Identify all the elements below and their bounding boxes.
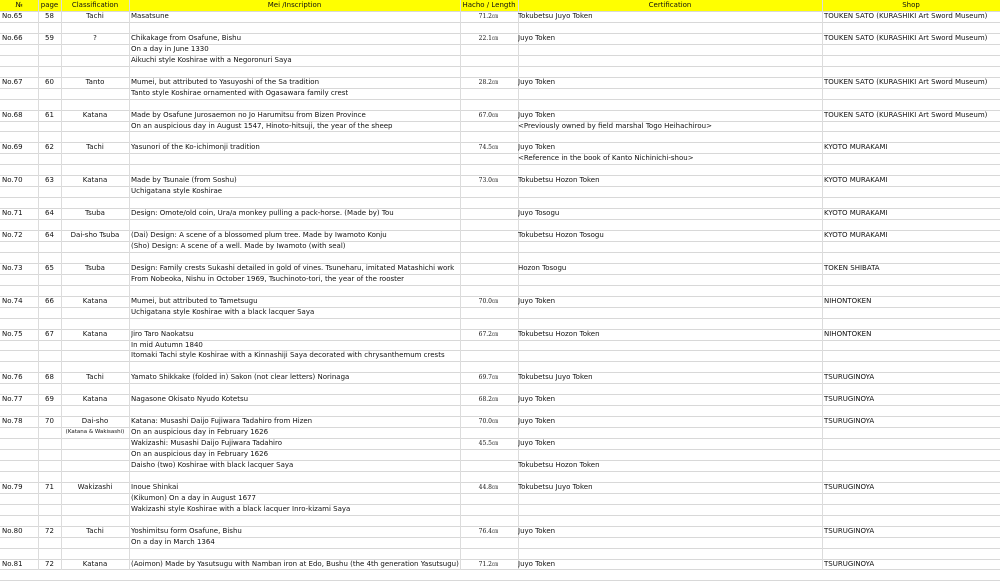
cell-classification[interactable]: Katana xyxy=(82,395,108,404)
row-gridline xyxy=(0,22,1000,23)
cell-mei[interactable]: On a day in June 1330 xyxy=(131,44,209,53)
cell-shop[interactable]: TOKEN SHIBATA xyxy=(824,263,880,272)
cell-mei[interactable]: Tanto style Koshirae ornamented with Ogasawara family crest xyxy=(131,88,349,97)
cell-classification[interactable]: Tsuba xyxy=(85,263,105,272)
cell-no[interactable]: No.71 xyxy=(2,209,23,218)
cell-shop[interactable]: TSURUGINOYA xyxy=(824,482,875,491)
header-no[interactable]: № xyxy=(15,1,23,9)
row-gridline xyxy=(0,515,1000,516)
header-certification[interactable]: Certification xyxy=(648,1,692,9)
cell-certification[interactable]: Juyo Token xyxy=(518,33,556,42)
cell-page[interactable]: 68 xyxy=(45,373,54,382)
row-gridline xyxy=(0,66,1000,67)
row-gridline xyxy=(0,548,1000,549)
cell-length[interactable]: 45.5㎝ xyxy=(478,440,498,447)
cell-certification[interactable]: Juyo Tosogu xyxy=(518,209,560,218)
cell-length[interactable]: 68.2㎝ xyxy=(478,396,498,404)
cell-length[interactable]: 73.0㎝ xyxy=(478,177,498,185)
cell-no[interactable]: No.76 xyxy=(2,373,23,382)
cell-length[interactable]: 67.0㎝ xyxy=(478,111,498,119)
cell-mei[interactable]: Masatsune xyxy=(131,12,169,20)
cell-length[interactable]: 69.7㎝ xyxy=(478,374,498,382)
cell-certification[interactable]: Tokubetsu Hozon Token xyxy=(518,176,600,185)
cell-mei[interactable]: Made by Osafune Jurosaemon no Jo Harumitsu from Bizen Province xyxy=(131,110,366,119)
cell-no[interactable]: No.68 xyxy=(2,110,23,119)
cell-classification[interactable]: Tanto xyxy=(85,77,105,86)
cell-length[interactable]: 22.1㎝ xyxy=(478,34,498,42)
cell-mei[interactable]: Chikakage from Osafune, Bishu xyxy=(131,33,242,42)
cell-classification[interactable]: Katana xyxy=(82,176,108,185)
cell-length[interactable]: 67.2㎝ xyxy=(478,330,498,338)
cell-certification[interactable]: <Reference in the book of Kanto Nichinichi-shou> xyxy=(518,154,694,163)
header-length[interactable]: Hacho / Length xyxy=(462,1,516,9)
cell-no[interactable]: No.81 xyxy=(2,559,23,568)
cell-page[interactable]: 58 xyxy=(45,12,54,20)
cell-classification[interactable]: Tachi xyxy=(86,143,104,152)
cell-mei[interactable]: (Kikumon) On a day in August 1677 xyxy=(131,493,256,502)
cell-mei[interactable]: Katana: Musashi Daijo Fujiwara Tadahiro from Hizen xyxy=(131,417,313,426)
row-gridline xyxy=(0,131,1000,132)
cell-certification[interactable]: Tokubetsu Hozon Token xyxy=(518,329,600,338)
row-gridline xyxy=(0,219,1000,220)
cell-mei[interactable]: Inoue Shinkai xyxy=(131,482,179,491)
cell-length[interactable]: 74.5㎝ xyxy=(478,144,498,152)
cell-no[interactable]: No.66 xyxy=(2,33,23,42)
cell-length[interactable]: 44.8㎝ xyxy=(478,483,498,491)
cell-certification[interactable]: Tokubetsu Hozon Tosogu xyxy=(518,231,604,239)
cell-page[interactable]: 72 xyxy=(45,526,54,535)
cell-mei[interactable]: Mumei, but attributed to Tametsugu xyxy=(131,296,258,305)
row-gridline xyxy=(0,99,1000,100)
cell-no[interactable]: No.75 xyxy=(2,329,23,338)
cell-shop[interactable]: TSURUGINOYA xyxy=(824,373,875,382)
cell-mei[interactable]: Uchigatana style Koshirae with a black lacquer Saya xyxy=(131,307,315,316)
cell-classification[interactable]: Katana xyxy=(82,296,108,305)
cell-classification[interactable]: Tachi xyxy=(86,373,104,382)
cell-mei[interactable]: Design: Family crests Sukashi detailed in gold of vines. Tsuneharu, imitated Matashichi work xyxy=(131,263,455,272)
cell-shop[interactable]: TOUKEN SATO (KURASHIKI Art Sword Museum) xyxy=(824,12,988,20)
cell-shop[interactable]: TSURUGINOYA xyxy=(824,417,875,426)
cell-page[interactable]: 72 xyxy=(45,559,54,568)
row-gridline xyxy=(0,153,1000,154)
row-gridline xyxy=(0,405,1000,406)
row-gridline xyxy=(0,361,1000,362)
cell-page[interactable]: 65 xyxy=(45,263,54,272)
cell-mei[interactable]: From Nobeoka, Nishu in October 1969, Tsuchinoto-tori, the year of the rooster xyxy=(131,274,405,283)
cell-no[interactable]: No.78 xyxy=(2,417,23,426)
cell-shop[interactable]: TSURUGINOYA xyxy=(824,559,875,568)
cell-shop[interactable]: TOUKEN SATO (KURASHIKI Art Sword Museum) xyxy=(824,110,988,119)
cell-shop[interactable]: KYOTO MURAKAMI xyxy=(824,209,888,218)
cell-mei[interactable]: Daisho (two) Koshirae with black lacquer Saya xyxy=(131,460,294,469)
cell-classification[interactable]: Dai-sho Tsuba xyxy=(70,231,120,239)
cell-no[interactable]: No.70 xyxy=(2,176,23,185)
row-gridline xyxy=(0,252,1000,253)
header-page[interactable]: page xyxy=(40,1,59,9)
cell-certification[interactable]: Tokubetsu Hozon Token xyxy=(518,460,600,469)
cell-certification[interactable]: Juyo Token xyxy=(518,296,556,305)
cell-mei[interactable]: (Aoimon) Made by Yasutsugu with Namban iron at Edo, Bushu (the 4th generation Yasutsugu) xyxy=(131,559,459,568)
cell-shop[interactable]: NIHONTOKEN xyxy=(824,296,872,305)
cell-certification[interactable]: Juyo Token xyxy=(518,417,556,426)
cell-length[interactable]: 28.2㎝ xyxy=(478,78,498,86)
cell-mei[interactable]: Made by Tsunaie (from Soshu) xyxy=(131,176,237,185)
cell-certification[interactable]: Tokubetsu Juyo Token xyxy=(518,12,593,20)
cell-certification[interactable]: Juyo Token xyxy=(518,143,556,152)
cell-length[interactable]: 76.4㎝ xyxy=(478,527,498,535)
cell-page[interactable]: 67 xyxy=(45,329,54,338)
cell-certification[interactable]: Juyo Token xyxy=(518,559,556,568)
cell-certification[interactable]: Juyo Token xyxy=(518,395,556,404)
cell-no[interactable]: No.77 xyxy=(2,395,23,404)
cell-classification[interactable]: Katana xyxy=(82,329,108,338)
cell-certification[interactable]: Juyo Token xyxy=(518,77,556,86)
header-mei[interactable]: Mei /Inscription xyxy=(267,1,322,9)
cell-mei[interactable]: Jiro Taro Naokatsu xyxy=(131,329,194,338)
cell-shop[interactable]: TOUKEN SATO (KURASHIKI Art Sword Museum) xyxy=(824,33,988,42)
cell-length[interactable]: 70.0㎝ xyxy=(478,418,498,426)
cell-no[interactable]: No.73 xyxy=(2,263,23,272)
cell-mei[interactable]: Yoshimitsu form Osafune, Bishu xyxy=(131,526,242,535)
header-classification[interactable]: Classification xyxy=(71,1,119,9)
row-gridline xyxy=(0,383,1000,384)
cell-page[interactable]: 71 xyxy=(45,482,54,491)
header-shop[interactable]: Shop xyxy=(902,1,920,9)
cell-classification[interactable]: Katana xyxy=(82,110,108,119)
cell-mei[interactable]: On an auspicious day in February 1626 xyxy=(131,450,269,458)
cell-certification[interactable]: Juyo Token xyxy=(518,526,556,535)
row-gridline xyxy=(0,164,1000,165)
cell-mei[interactable]: Nagasone Okisato Nyudo Kotetsu xyxy=(131,395,249,404)
cell-shop[interactable]: NIHONTOKEN xyxy=(824,329,872,338)
cell-no[interactable]: No.79 xyxy=(2,482,23,491)
row-gridline xyxy=(0,471,1000,472)
cell-shop[interactable]: KYOTO MURAKAMI xyxy=(824,176,888,185)
cell-length[interactable]: 70.0㎝ xyxy=(478,297,498,305)
cell-mei[interactable]: Aikuchi style Koshirae with a Negoronuri Saya xyxy=(131,55,292,64)
cell-page[interactable]: 70 xyxy=(45,417,54,426)
cell-certification[interactable]: Tokubetsu Juyo Token xyxy=(518,373,593,382)
cell-mei[interactable]: On an auspicious day in February 1626 xyxy=(131,428,269,437)
cell-mei[interactable]: Uchigatana style Koshirae xyxy=(131,187,223,196)
cell-certification[interactable]: Juyo Token xyxy=(518,439,556,447)
cell-mei[interactable]: In mid Autumn 1840 xyxy=(131,340,203,349)
cell-classification[interactable]: Tachi xyxy=(86,526,104,535)
cell-classification[interactable]: (Katana & Wakisashi) xyxy=(65,429,125,436)
cell-mei[interactable]: (Sho) Design: A scene of a well. Made by Iwamoto (with seal) xyxy=(131,241,346,250)
cell-certification[interactable]: Hozon Tosogu xyxy=(518,263,567,272)
cell-shop[interactable]: TOUKEN SATO (KURASHIKI Art Sword Museum) xyxy=(824,77,988,86)
cell-mei[interactable]: Wakizashi style Koshirae with a black lacquer Inro-kizami Saya xyxy=(131,504,351,513)
cell-page[interactable]: 63 xyxy=(45,176,54,185)
cell-classification[interactable]: Katana xyxy=(82,559,108,568)
cell-mei[interactable]: (Dai) Design: A scene of a blossomed plum tree. Made by Iwamoto Konju xyxy=(131,231,387,239)
cell-no[interactable]: No.74 xyxy=(2,296,23,305)
cell-page[interactable]: 64 xyxy=(45,231,54,239)
cell-no[interactable]: No.67 xyxy=(2,77,23,86)
cell-page[interactable]: 61 xyxy=(45,110,54,119)
cell-length[interactable]: 71.2㎝ xyxy=(478,560,498,568)
cell-classification[interactable]: Dai-sho xyxy=(81,417,109,426)
cell-certification[interactable]: Juyo Token xyxy=(518,110,556,119)
row-gridline xyxy=(0,197,1000,198)
cell-shop[interactable]: TSURUGINOYA xyxy=(824,526,875,535)
cell-classification[interactable]: Tachi xyxy=(86,12,104,20)
cell-shop[interactable]: KYOTO MURAKAMI xyxy=(824,143,888,152)
cell-mei[interactable]: Design: Omote/old coin, Ura/a monkey pulling a pack-horse. (Made by) Tou xyxy=(131,209,394,218)
cell-shop[interactable]: TSURUGINOYA xyxy=(824,395,875,404)
cell-page[interactable]: 62 xyxy=(45,143,54,152)
row-gridline xyxy=(0,318,1000,319)
cell-mei[interactable]: Yasunori of the Ko-ichimonji tradition xyxy=(131,143,260,152)
cell-mei[interactable]: Yamato Shikkake (folded in) Sakon (not clear letters) Norinaga xyxy=(131,373,350,382)
column-gridline xyxy=(129,0,130,570)
cell-length[interactable]: 71.2㎝ xyxy=(478,13,498,20)
cell-shop[interactable]: KYOTO MURAKAMI xyxy=(824,231,888,239)
column-gridline xyxy=(822,0,823,570)
cell-classification[interactable]: Wakizashi xyxy=(77,482,113,491)
cell-no[interactable]: No.69 xyxy=(2,143,23,152)
cell-no[interactable]: No.72 xyxy=(2,231,23,239)
cell-page[interactable]: 60 xyxy=(45,77,54,86)
cell-classification[interactable]: ? xyxy=(93,33,97,42)
cell-mei[interactable]: On a day in March 1364 xyxy=(131,537,215,546)
cell-page[interactable]: 66 xyxy=(45,296,54,305)
cell-page[interactable]: 69 xyxy=(45,395,54,404)
cell-no[interactable]: No.65 xyxy=(2,12,23,20)
cell-mei[interactable]: On an auspicious day in August 1547, Hinoto-hitsuji, the year of the sheep xyxy=(131,121,393,130)
cell-page[interactable]: 64 xyxy=(45,209,54,218)
row-gridline xyxy=(0,285,1000,286)
cell-mei[interactable]: Itomaki Tachi style Koshirae with a Kinnashiji Saya decorated with chrysanthemum crests xyxy=(131,351,445,360)
cell-page[interactable]: 59 xyxy=(45,33,54,42)
cell-mei[interactable]: Wakizashi: Musashi Daijo Fujiwara Tadahiro xyxy=(131,439,282,447)
cell-mei[interactable]: Mumei, but attributed to Yasuyoshi of the Sa tradition xyxy=(131,77,320,86)
cell-classification[interactable]: Tsuba xyxy=(85,209,105,218)
cell-certification[interactable]: <Previously owned by field marshal Togo Heihachirou> xyxy=(518,121,712,130)
cell-certification[interactable]: Tokubetsu Juyo Token xyxy=(518,482,593,491)
cell-no[interactable]: No.80 xyxy=(2,526,23,535)
